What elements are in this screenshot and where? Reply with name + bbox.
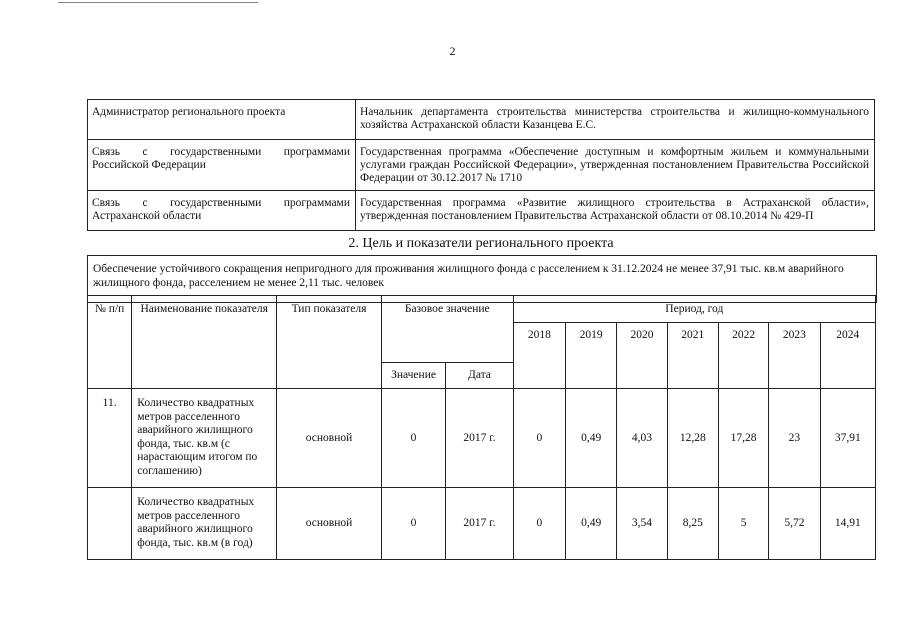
info-row	[88, 100, 875, 140]
info-value: Начальник департамента строительства министерства строительства и жилищно-коммунального хозяйства Астраханской области Казанцева Е.С.	[356, 100, 875, 140]
row-value: 5,72	[769, 488, 820, 560]
top-rule	[58, 2, 258, 3]
header-year: 2020	[617, 323, 667, 389]
table-row	[88, 488, 876, 560]
section-title: 2. Цель и показатели регионального проекта	[348, 236, 614, 251]
header-year: 2021	[667, 323, 718, 389]
table-row	[88, 389, 876, 488]
row-value: 37,91	[820, 389, 875, 488]
header-num: № п/п	[88, 296, 132, 389]
row-value: 12,28	[667, 389, 718, 488]
row-value: 0	[513, 488, 565, 560]
row-value: 0	[513, 389, 565, 488]
row-base-date: 2017 г.	[446, 389, 513, 488]
header-year: 2022	[718, 323, 768, 389]
info-label: Связь с государственными программами Астраханской области	[88, 191, 356, 231]
page-number: 2	[449, 44, 456, 58]
goal-text: Обеспечение устойчивого сокращения непригодного для проживания жилищного фонда с расселением к 31.12.2024 не менее 37,91 тыс. кв.м аварийного жилищного фонда, расселением не менее 2,11 тыс. человек	[87, 255, 877, 303]
row-base-value: 0	[381, 389, 445, 488]
info-label: Связь с государственными программами Российской Федерации	[88, 140, 356, 191]
info-row	[88, 191, 875, 231]
header-year: 2019	[565, 323, 616, 389]
header-type: Тип показателя	[277, 296, 382, 389]
header-row	[88, 296, 876, 323]
header-base-date: Дата	[446, 363, 513, 389]
row-value: 3,54	[617, 488, 667, 560]
info-row	[88, 140, 875, 191]
header-year: 2023	[769, 323, 820, 389]
info-label: Администратор регионального проекта	[88, 100, 356, 140]
row-value: 5	[718, 488, 768, 560]
row-value: 14,91	[820, 488, 875, 560]
header-base: Базовое значение	[381, 296, 513, 363]
header-year: 2018	[513, 323, 565, 389]
row-value: 4,03	[617, 389, 667, 488]
row-base-date: 2017 г.	[446, 488, 513, 560]
header-base-value: Значение	[381, 363, 445, 389]
header-year: 2024	[820, 323, 875, 389]
project-info-table	[87, 99, 875, 231]
header-name: Наименование показателя	[132, 296, 277, 389]
row-value: 17,28	[718, 389, 768, 488]
info-value: Государственная программа «Обеспечение доступным и комфортным жильем и коммунальными услугами граждан Российской Федерации», утвержденная постановлением Правительства Российской Федерации от 30.12.2017 № 1710	[356, 140, 875, 191]
row-value: 0,49	[565, 488, 616, 560]
header-period: Период, год	[513, 296, 875, 323]
info-value: Государственная программа «Развитие жилищного строительства в Астраханской области», утвержденная постановлением Правительства Астраханской области от 08.10.2014 № 429-П	[356, 191, 875, 231]
row-name: Количество квадратных метров расселенного аварийного жилищного фонда, тыс. кв.м (в год)	[132, 488, 277, 560]
row-base-value: 0	[381, 488, 445, 560]
row-type: основной	[277, 488, 382, 560]
row-value: 8,25	[667, 488, 718, 560]
row-num	[88, 488, 132, 560]
row-num: 11.	[88, 389, 132, 488]
row-value: 23	[769, 389, 820, 488]
row-type: основной	[277, 389, 382, 488]
indicators-table	[87, 295, 876, 560]
row-value: 0,49	[565, 389, 616, 488]
row-name: Количество квадратных метров расселенного аварийного жилищного фонда, тыс. кв.м (с нарастающим итогом по соглашению)	[132, 389, 277, 488]
